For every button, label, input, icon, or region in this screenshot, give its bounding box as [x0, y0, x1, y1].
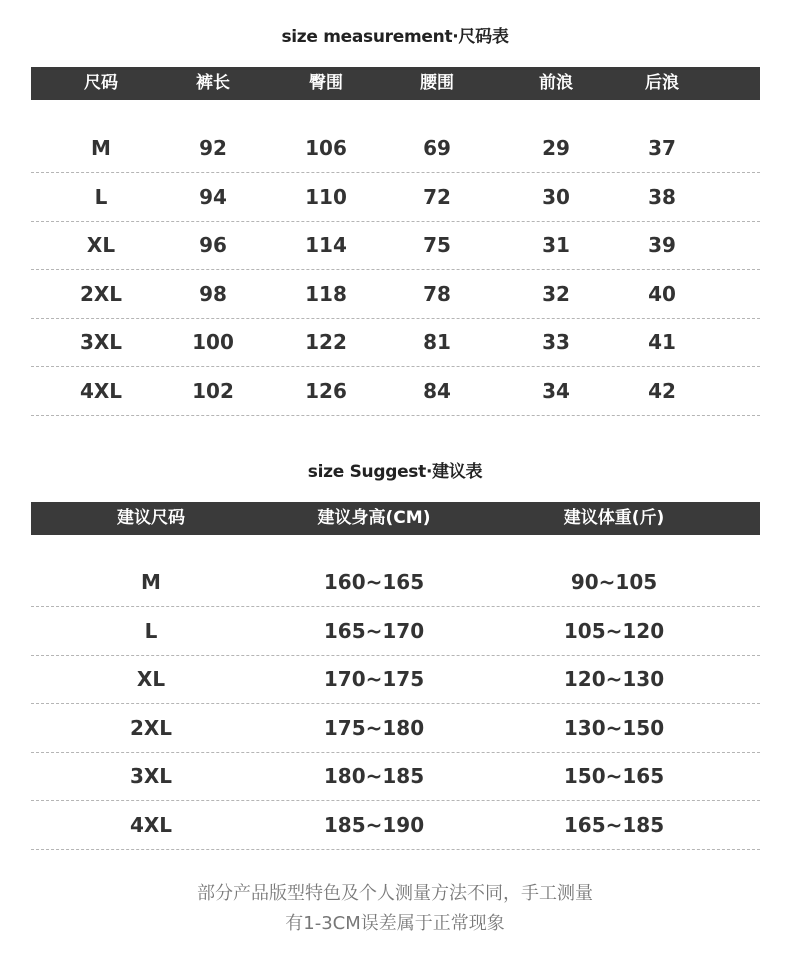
table-cell: 106 — [305, 136, 347, 160]
note-line-1: 部分产品版型特色及个人测量方法不同，手工测量 — [197, 883, 593, 904]
table-cell: M — [91, 136, 111, 160]
header-cell: 建议身高(CM) — [317, 508, 431, 528]
table-cell: 126 — [305, 378, 347, 403]
table-cell: 37 — [648, 136, 676, 160]
table-cell: 2XL — [79, 281, 123, 306]
table-cell: 31 — [542, 233, 570, 257]
header-cell: 腰围 — [420, 73, 454, 93]
table-cell: XL — [136, 667, 166, 691]
table-cell: 170~175 — [323, 667, 425, 691]
measurement-header — [31, 67, 760, 100]
table-cell: 120~130 — [563, 667, 665, 691]
table-row — [31, 607, 760, 656]
header-cell: 裤长 — [196, 73, 230, 93]
table-cell: 3XL — [79, 330, 123, 354]
table-row — [31, 655, 760, 704]
table-cell: 90~105 — [570, 570, 658, 594]
table-row — [31, 318, 760, 367]
table-row — [31, 124, 760, 173]
table-cell: 34 — [542, 378, 570, 403]
table-cell: 160~165 — [323, 570, 425, 594]
header-cell: 建议尺码 — [117, 508, 185, 528]
table-cell: 4XL — [129, 812, 173, 837]
table-cell: 38 — [648, 184, 676, 209]
table-row — [31, 173, 760, 222]
table-cell: 94 — [199, 184, 227, 209]
table-cell: 102 — [192, 378, 234, 403]
table-cell: 84 — [423, 378, 451, 403]
table-cell: 165~170 — [323, 618, 425, 643]
table-cell: 165~185 — [563, 812, 665, 837]
table-cell: 114 — [305, 233, 347, 257]
table-cell: 41 — [648, 330, 676, 354]
table-cell: 4XL — [79, 378, 123, 403]
table-row — [31, 270, 760, 319]
table-row — [31, 704, 760, 753]
suggest-title: size Suggest·建议表 — [307, 462, 483, 482]
table-cell: 40 — [648, 281, 676, 306]
table-cell: 30 — [542, 184, 570, 209]
table-cell: 42 — [648, 378, 676, 403]
table-cell: 98 — [199, 281, 227, 306]
table-row — [31, 221, 760, 270]
table-cell: 3XL — [129, 764, 173, 788]
table-row — [31, 752, 760, 801]
header-cell: 尺码 — [84, 73, 118, 93]
table-cell: 72 — [423, 184, 451, 209]
table-cell: 92 — [199, 136, 227, 160]
table-cell: 69 — [423, 136, 451, 160]
measurement-title: size measurement·尺码表 — [281, 27, 509, 47]
table-cell: 29 — [542, 136, 570, 160]
table-cell: L — [144, 618, 158, 643]
table-cell: 33 — [542, 330, 570, 354]
table-row — [31, 558, 760, 607]
table-cell: 122 — [305, 330, 347, 354]
header-cell: 前浪 — [539, 73, 573, 93]
table-cell: M — [141, 570, 161, 594]
table-cell: 2XL — [129, 715, 173, 740]
table-cell: L — [94, 184, 108, 209]
header-cell: 建议体重(斤) — [563, 508, 665, 528]
table-row — [31, 367, 760, 416]
table-cell: 180~185 — [323, 764, 425, 788]
note-line-2: 有1-3CM误差属于正常现象 — [285, 913, 505, 934]
table-cell: 130~150 — [563, 715, 665, 740]
table-cell: 75 — [423, 233, 451, 257]
table-cell: 105~120 — [563, 618, 665, 643]
header-cell: 臀围 — [309, 73, 343, 93]
table-cell: 150~165 — [563, 764, 665, 788]
table-row — [31, 801, 760, 850]
suggest-header — [31, 502, 760, 535]
table-cell: 110 — [305, 184, 347, 209]
table-cell: 81 — [423, 330, 451, 354]
table-cell: 78 — [423, 281, 451, 306]
table-cell: 185~190 — [323, 812, 425, 837]
table-cell: 32 — [542, 281, 570, 306]
table-cell: 118 — [305, 281, 347, 306]
table-cell: 39 — [648, 233, 676, 257]
table-cell: XL — [86, 233, 116, 257]
table-cell: 96 — [199, 233, 227, 257]
table-cell: 100 — [192, 330, 234, 354]
header-cell: 后浪 — [645, 73, 679, 93]
table-cell: 175~180 — [323, 715, 425, 740]
